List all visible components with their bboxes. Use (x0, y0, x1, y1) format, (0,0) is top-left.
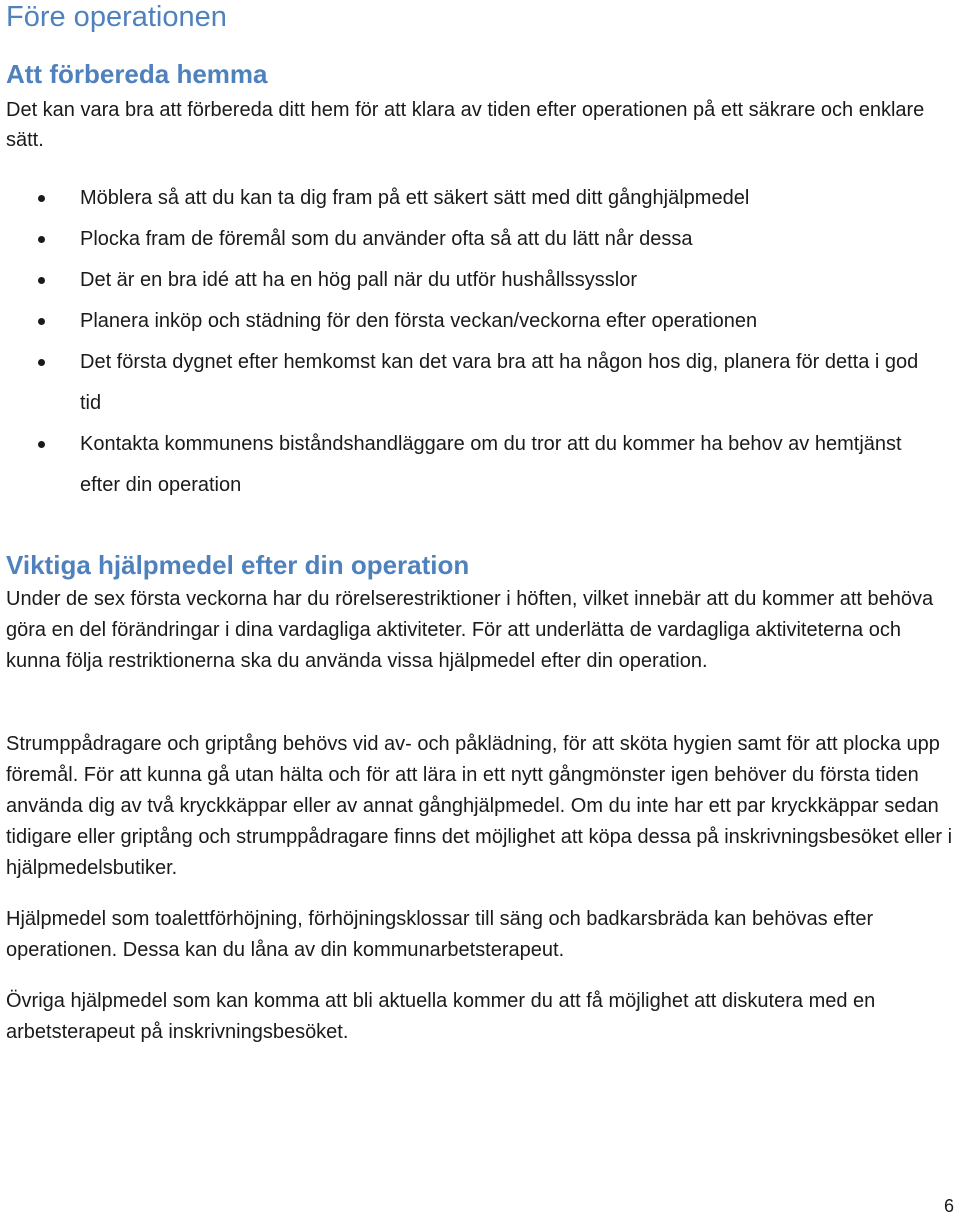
list-item-text: Kontakta kommunens biståndshandläggare om du tror att du kommer ha behov av hemtjänst efter din operation (80, 433, 902, 496)
bullet-icon (38, 318, 45, 325)
list-item-text: Det första dygnet efter hemkomst kan det vara bra att ha någon hos dig, planera för detta i god tid (80, 351, 919, 414)
section-heading-prepare-home: Att förbereda hemma (6, 59, 268, 89)
bullet-icon (38, 277, 45, 284)
paragraph: Under de sex första veckorna har du rörelserestriktioner i höften, vilket innebär att du kommer att behöva göra en del förändringar i dina vardagliga aktiviteter. För att underlätta de vardagliga aktiviteterna och kunna följa restriktionerna ska du använda vissa hjälpmedel efter din operation. (6, 588, 934, 672)
paragraph: Strumppådragare och griptång behövs vid av- och påklädning, för att sköta hygien samt för att plocka upp föremål. För att kunna gå utan hälta och för att lära in ett nytt gångmönster igen behöver du första tiden använda dig av två kryckkäppar eller av annat gånghjälpmedel. Om du inte har ett par kryckkäppar sedan tidigare eller griptång och strumppådragare finns det möjlighet att köpa dessa på inskrivningsbesöket eller i hjälpmedelsbutiker. (6, 733, 953, 879)
list-item-text: Det är en bra idé att ha en hög pall när du utför hushållssysslor (80, 269, 637, 291)
paragraph: Övriga hjälpmedel som kan komma att bli aktuella kommer du att få möjlighet att diskutera med en arbetsterapeut på inskrivningsbesöket. (6, 990, 876, 1043)
paragraph: Hjälpmedel som toalettförhöjning, förhöjningsklossar till säng och badkarsbräda kan behövas efter operationen. Dessa kan du låna av din kommunarbetsterapeut. (6, 908, 874, 961)
list-item (0, 301, 930, 342)
list-item (0, 260, 930, 301)
list-item (0, 342, 930, 424)
page-title: Före operationen (6, 1, 227, 33)
section-intro-text: Det kan vara bra att förbereda ditt hem för att klara av tiden efter operationen på ett säkrare och enklare sätt. (6, 99, 925, 151)
list-item (0, 424, 930, 506)
page-number: 6 (943, 1196, 954, 1216)
section-heading-aids: Viktiga hjälpmedel efter din operation (6, 550, 470, 580)
list-item (0, 178, 930, 219)
list-item-text: Möblera så att du kan ta dig fram på ett säkert sätt med ditt gånghjälpmedel (80, 187, 750, 209)
list-item (0, 219, 930, 260)
bullet-icon (38, 441, 45, 448)
bullet-icon (38, 359, 45, 366)
preparation-list (0, 178, 960, 506)
bullet-icon (38, 236, 45, 243)
bullet-icon (38, 195, 45, 202)
list-item-text: Plocka fram de föremål som du använder ofta så att du lätt når dessa (80, 228, 693, 250)
list-item-text: Planera inköp och städning för den första veckan/veckorna efter operationen (80, 310, 758, 332)
